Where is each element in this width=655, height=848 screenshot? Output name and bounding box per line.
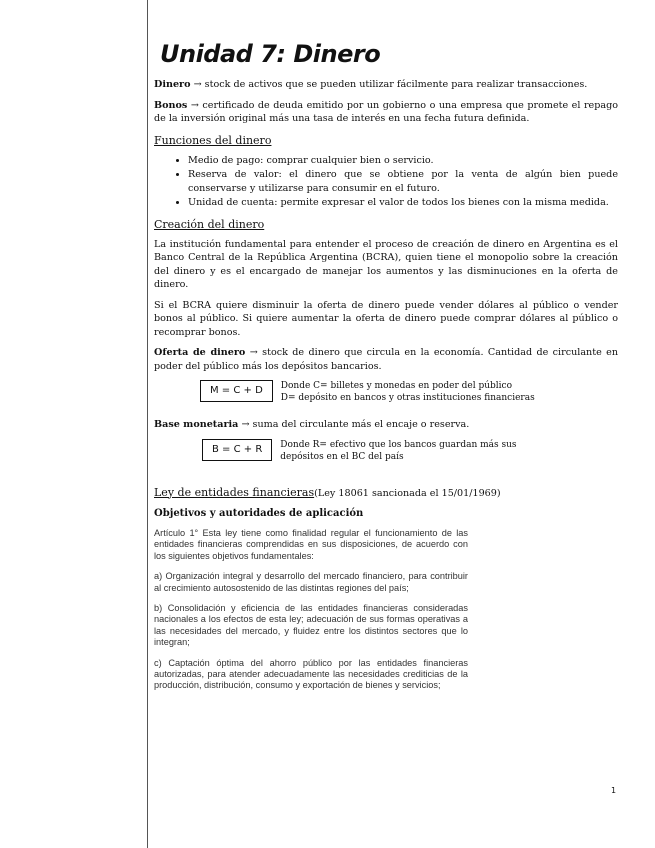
- ley-heading-suffix: (Ley 18061 sancionada el 15/01/1969): [314, 487, 501, 499]
- document-body: [154, 40, 618, 701]
- formula-note: [281, 380, 535, 404]
- funciones-list: [154, 154, 618, 210]
- formula-note-line: Donde R= efectivo que los bancos guardan más sus: [280, 439, 517, 450]
- list-item: • Unidad de cuenta: permite expresar el valor de todos los bienes con la misma medida.: [188, 196, 618, 210]
- formula-box: B = C + R: [202, 439, 272, 461]
- paragraph: Si el BCRA quiere disminuir la oferta de dinero puede vender dólares al público o vender bonos al público. Si quiere aumentar la oferta de dinero puede comprar dólares al público o recomprar bonos.: [154, 299, 618, 338]
- article-paragraph: a) Organización integral y desarrollo del mercado financiero, para contribuir al crecimiento autosostenido de las distintas regiones del país;: [154, 571, 468, 593]
- ley-heading-text: Ley de entidades financieras: [154, 485, 315, 499]
- definition-text: stock de dinero que circula en la economía. Cantidad de circulante en poder del público más los depósitos bancarios.: [154, 347, 618, 372]
- article-paragraph: c) Captación óptima del ahorro público por las entidades financieras autorizadas, para atender adecuadamente las necesidades crediticias de la producción, distribución, consumo y exportación de bienes y servicios;: [154, 657, 468, 691]
- term-dinero: Dinero: [154, 79, 191, 90]
- formula-row: [200, 380, 618, 404]
- section-heading-creacion: Creación del dinero: [154, 217, 265, 231]
- article-excerpt: [154, 528, 468, 692]
- paragraph: La institución fundamental para entender el proceso de creación de dinero en Argentina es el Banco Central de la República Argentina (BCRA), quien tiene el monopolio sobre la creación del dinero y es el encargado de manejar los aumentos y las disminuciones en la oferta de dinero.: [154, 238, 618, 290]
- definition-text: stock de activos que se pueden utilizar fácilmente para realizar transacciones.: [201, 79, 588, 90]
- arrow: →: [249, 347, 258, 358]
- formula-box: M = C + D: [200, 380, 273, 402]
- formula-note-line: depósitos en el BC del país: [280, 451, 404, 462]
- definition-bonos: [154, 99, 618, 126]
- formula-row: [202, 439, 618, 463]
- arrow: →: [193, 79, 202, 90]
- page-margin-line: [147, 0, 148, 848]
- section-heading-ley: [154, 485, 618, 501]
- subheading-objetivos: Objetivos y autoridades de aplicación: [154, 507, 364, 519]
- section-heading-funciones: Funciones del dinero: [154, 133, 272, 147]
- term-oferta: Oferta de dinero: [154, 347, 246, 358]
- article-paragraph: Artículo 1° Esta ley tiene como finalidad regular el funcionamiento de las entidades financieras comprendidas en sus disposiciones, de acuerdo con los siguientes objetivos fundamentales:: [154, 528, 468, 561]
- definition-oferta: [154, 346, 618, 373]
- formula-note: [280, 439, 516, 463]
- list-item: • Medio de pago: comprar cualquier bien o servicio.: [188, 154, 618, 168]
- page-title: Unidad 7: Dinero: [160, 40, 381, 68]
- definition-dinero: [154, 78, 618, 92]
- formula-note-line: D= depósito en bancos y otras instituciones financieras: [280, 393, 535, 403]
- term-base: Base monetaria: [154, 419, 239, 430]
- formula-note-line: Donde C= billetes y monedas en poder del público: [280, 381, 513, 391]
- arrow: →: [190, 99, 199, 111]
- arrow: →: [241, 419, 250, 430]
- definition-base: [154, 418, 618, 432]
- page-number: 1: [611, 786, 617, 795]
- definition-text: suma del circulante más el encaje o reserva.: [249, 419, 470, 430]
- list-item: • Reserva de valor: el dinero que se obtiene por la venta de algún bien puede conservarse y utilizarse para consumir en el futuro.: [188, 168, 618, 195]
- definition-text: certificado de deuda emitido por un gobierno o una empresa que promete el repago de la inversión original más una tasa de interés en una fecha futura definida.: [154, 99, 618, 124]
- article-paragraph: b) Consolidación y eficiencia de las entidades financieras consideradas nacionales a los efectos de esta ley; adecuación de sus formas operativas a las necesidades del mercado, y fluidez entre los distintos sectores que lo integran;: [154, 603, 468, 648]
- term-bonos: Bonos: [154, 99, 188, 111]
